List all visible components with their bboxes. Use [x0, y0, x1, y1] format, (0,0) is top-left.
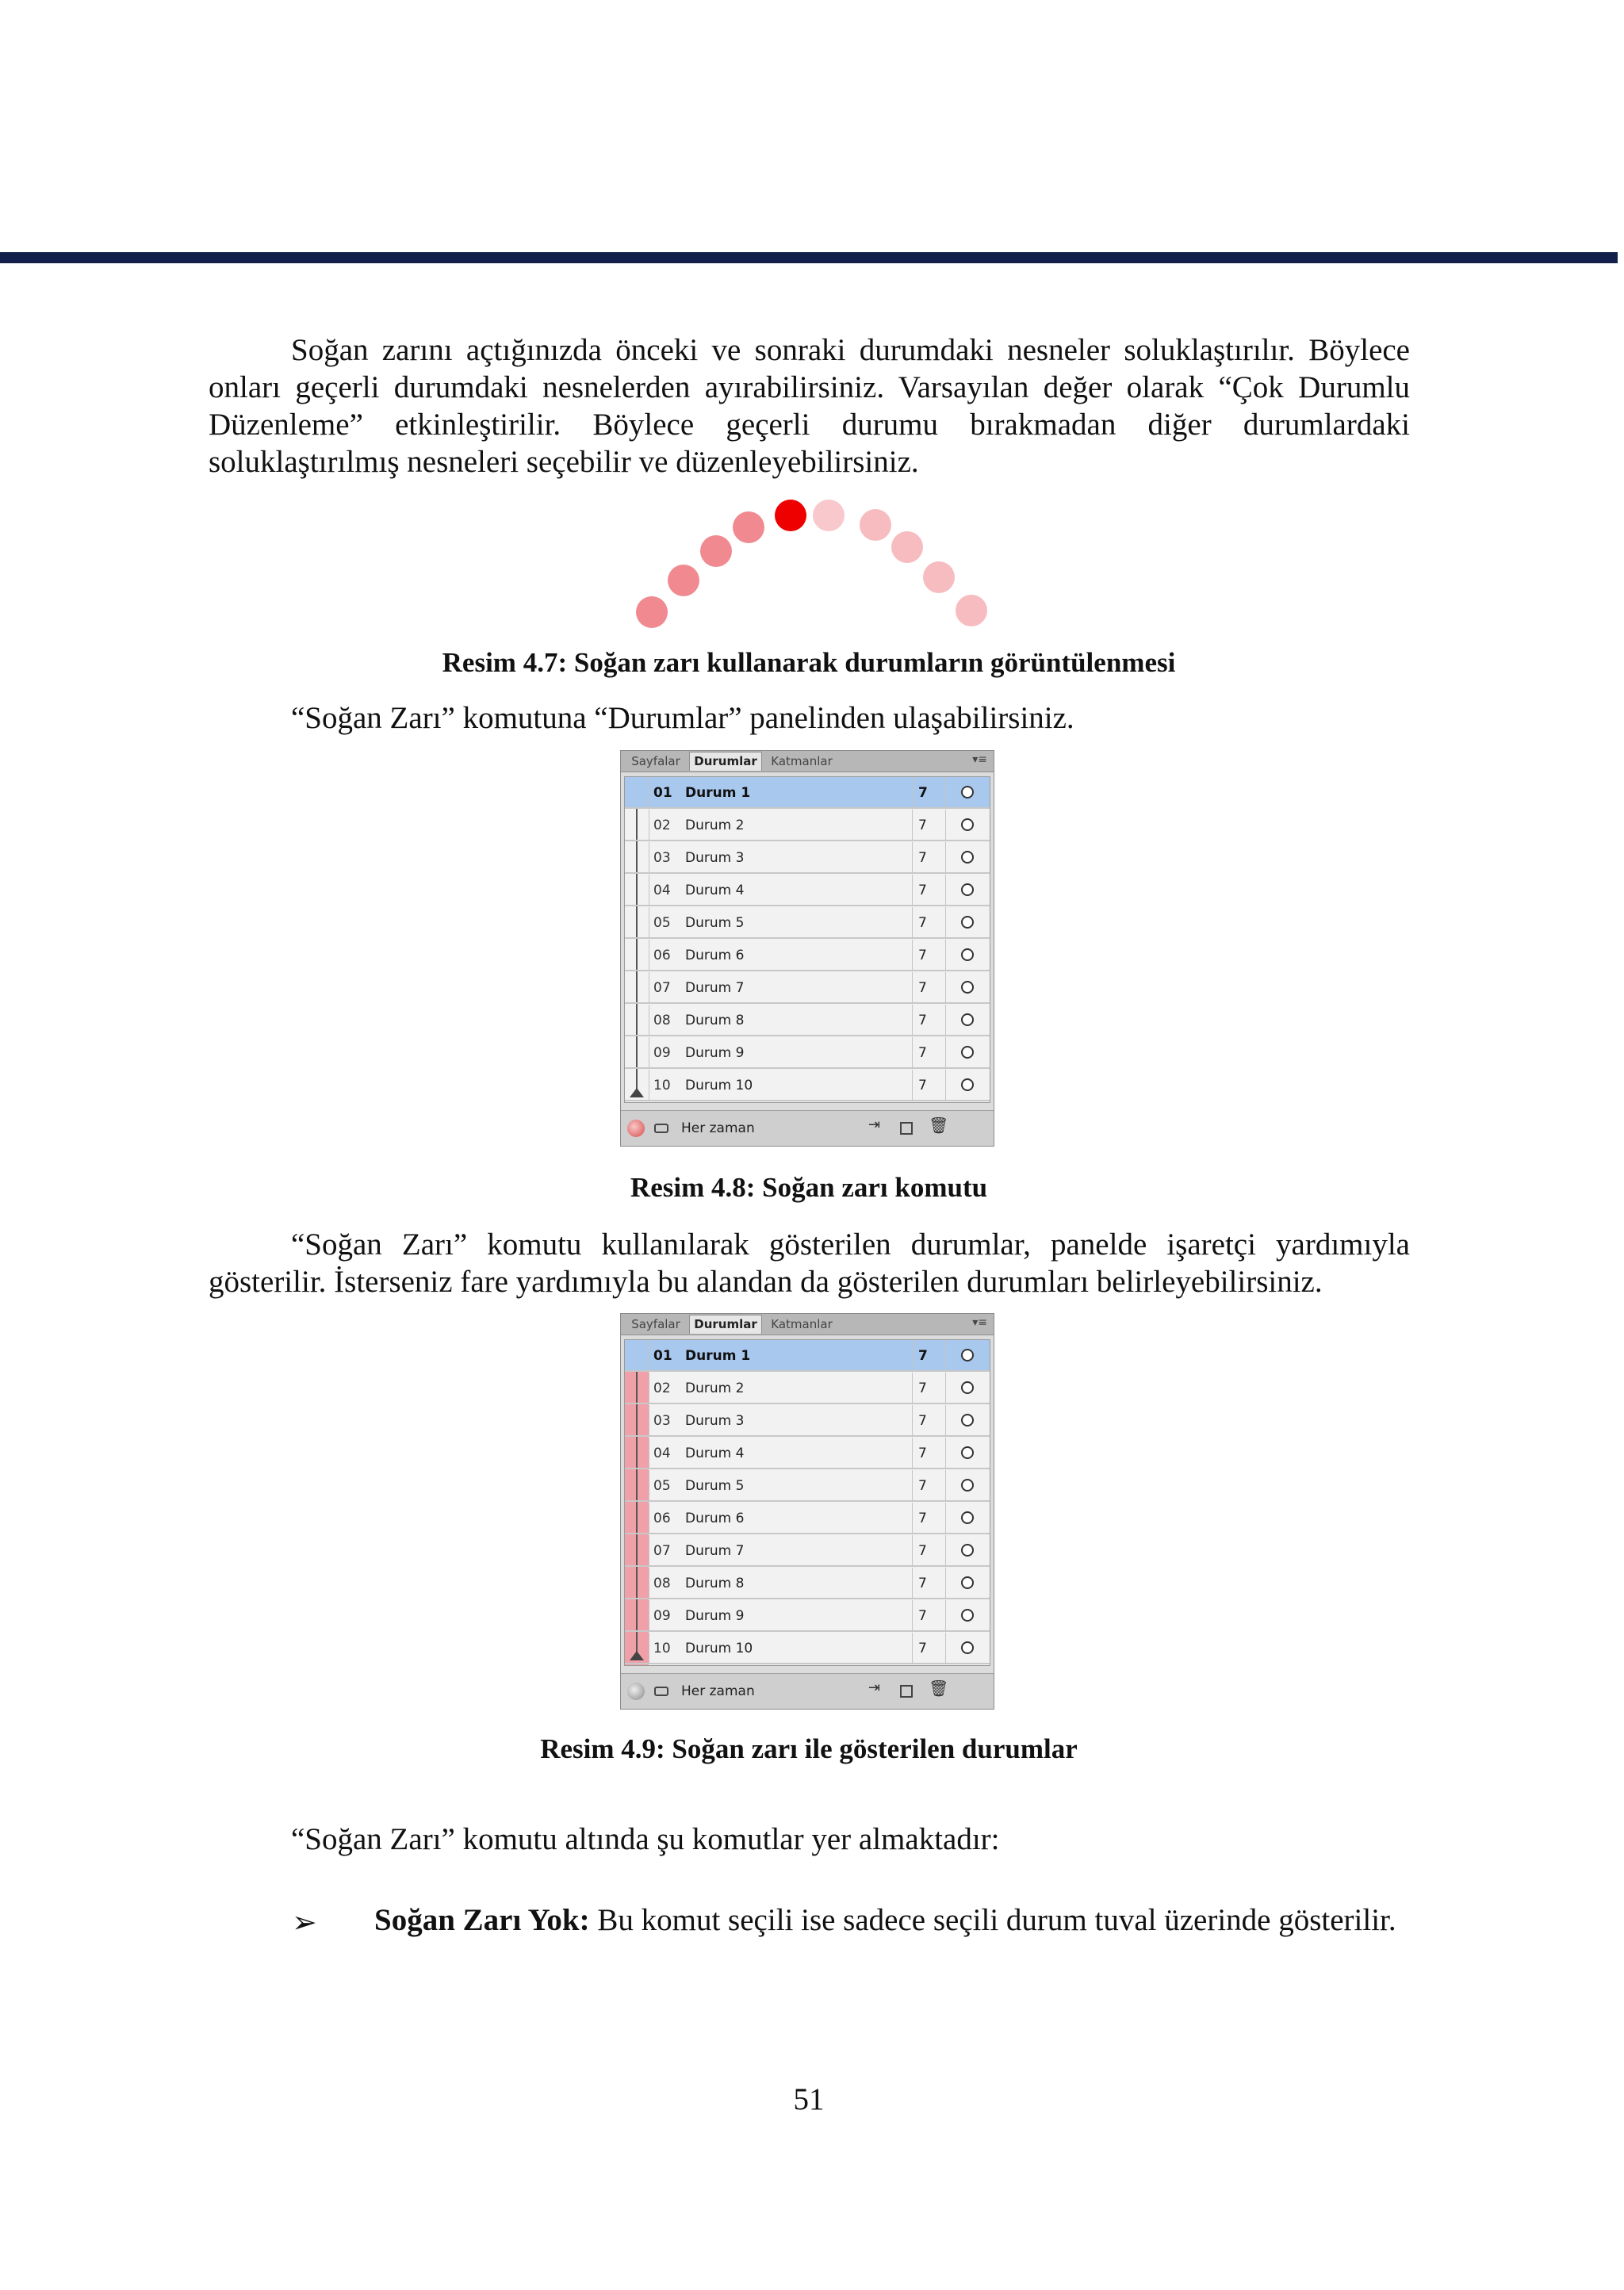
state-duration: 7	[918, 1641, 927, 1656]
paragraph-4: “Soğan Zarı” komutu altında şu komutlar yer almaktadır:	[291, 1822, 1000, 1856]
state-name: Durum 7	[685, 1543, 745, 1559]
state-name: Durum 5	[685, 915, 745, 931]
state-number: 06	[653, 948, 671, 963]
state-row[interactable]	[625, 1037, 990, 1069]
loop-setting-label[interactable]: Her zaman	[681, 1120, 755, 1136]
tab-katmanlar[interactable]: Katmanlar	[771, 754, 833, 768]
paragraph-2: “Soğan Zarı” komutuna “Durumlar” panelinden ulaşabilirsiniz.	[291, 701, 1074, 735]
state-row[interactable]	[625, 810, 990, 841]
state-row[interactable]	[625, 1373, 990, 1404]
state-row[interactable]	[625, 1503, 990, 1534]
state-duration: 7	[918, 1413, 927, 1429]
state-number: 01	[653, 1348, 672, 1364]
state-duration: 7	[918, 883, 927, 898]
state-number: 10	[653, 1078, 671, 1093]
state-name: Durum 8	[685, 1013, 745, 1028]
state-name: Durum 5	[685, 1478, 745, 1494]
state-duration: 7	[918, 1078, 927, 1093]
state-name: Durum 9	[685, 1045, 745, 1061]
state-duration: 7	[918, 1478, 927, 1494]
duplicate-state-icon[interactable]	[900, 1122, 913, 1135]
caption-fig-4-9: Resim 4.9: Soğan zarı ile gösterilen durumlar	[540, 1733, 1078, 1764]
states-panel-2	[620, 1313, 994, 1710]
state-row[interactable]	[625, 1405, 990, 1437]
loop-icon[interactable]	[654, 1687, 668, 1696]
state-row[interactable]	[625, 940, 990, 971]
state-name: Durum 9	[685, 1608, 745, 1624]
state-name: Durum 1	[685, 785, 751, 801]
state-row[interactable]	[625, 972, 990, 1004]
paragraph-1: Soğan zarını açtığınızda önceki ve sonraki durumdaki nesneler soluklaştırılır. Böylece onları geçerli durumdaki nesnelerden ayırabilirsiniz. Varsayılan değer olarak “Çok Durumlu Düzenleme” etkinleştirilir. Böylece geçerli durumu bırakmadan diğer durumlardaki soluklaştırılmış nesneleri seçebilir ve düzenleyebilirsiniz.	[209, 333, 1410, 479]
states-panel-1	[620, 750, 994, 1147]
state-target-circle-icon[interactable]	[961, 1479, 974, 1492]
loop-setting-label[interactable]: Her zaman	[681, 1683, 755, 1699]
state-duration: 7	[918, 1381, 927, 1396]
onion-dot	[860, 509, 891, 541]
state-row[interactable]	[625, 1340, 990, 1372]
states-list	[624, 1339, 990, 1666]
onion-skin-button-icon[interactable]	[627, 1683, 645, 1700]
state-duration: 7	[918, 818, 927, 833]
state-duration: 7	[918, 1348, 928, 1364]
state-number: 01	[653, 785, 672, 801]
header-rule	[0, 252, 1618, 263]
state-number: 04	[653, 1446, 671, 1461]
state-number: 08	[653, 1013, 671, 1028]
state-name: Durum 6	[685, 948, 745, 963]
state-row[interactable]	[625, 777, 990, 809]
panel-menu-icon[interactable]: ▾≡	[972, 1316, 987, 1329]
panel-tabs	[621, 1314, 994, 1335]
state-target-circle-icon[interactable]	[961, 1349, 974, 1361]
tab-sayfalar[interactable]: Sayfalar	[631, 1317, 680, 1331]
state-target-circle-icon[interactable]	[961, 1446, 974, 1459]
state-number: 09	[653, 1608, 671, 1624]
panel-tabs	[621, 751, 994, 772]
state-name: Durum 10	[685, 1078, 753, 1093]
bullet-item	[374, 1901, 1410, 1939]
state-row[interactable]	[625, 1070, 990, 1101]
tab-durumlar[interactable]: Durumlar	[689, 1315, 762, 1334]
state-name: Durum 4	[685, 1446, 745, 1461]
state-duration: 7	[918, 1013, 927, 1028]
new-state-icon[interactable]: ⇥	[868, 1116, 881, 1133]
loop-icon[interactable]	[654, 1124, 668, 1133]
onion-dot	[891, 531, 923, 563]
state-row[interactable]	[625, 875, 990, 906]
state-target-circle-icon[interactable]	[961, 981, 974, 994]
bullet-arrow-icon: ➢	[292, 1906, 317, 1940]
page-number: 51	[793, 2082, 825, 2116]
state-name: Durum 2	[685, 818, 745, 833]
caption-fig-4-7: Resim 4.7: Soğan zarı kullanarak durumların görüntülenmesi	[442, 647, 1176, 678]
state-duration: 7	[918, 1576, 927, 1591]
state-row[interactable]	[625, 1438, 990, 1469]
state-number: 10	[653, 1641, 671, 1656]
state-name: Durum 10	[685, 1641, 753, 1656]
state-duration: 7	[918, 1608, 927, 1624]
onion-dot	[636, 596, 668, 628]
state-target-circle-icon[interactable]	[961, 1381, 974, 1394]
onion-skin-button-icon[interactable]	[627, 1120, 645, 1137]
state-target-circle-icon[interactable]	[961, 1576, 974, 1589]
state-target-circle-icon[interactable]	[961, 851, 974, 864]
tab-durumlar[interactable]: Durumlar	[689, 752, 762, 771]
state-target-circle-icon[interactable]	[961, 1414, 974, 1426]
tab-sayfalar[interactable]: Sayfalar	[631, 754, 680, 768]
state-name: Durum 1	[685, 1348, 751, 1364]
state-target-circle-icon[interactable]	[961, 818, 974, 831]
state-row[interactable]	[625, 1633, 990, 1664]
onion-dot	[700, 535, 732, 567]
state-duration: 7	[918, 1446, 927, 1461]
state-target-circle-icon[interactable]	[961, 883, 974, 896]
new-state-icon[interactable]: ⇥	[868, 1679, 881, 1696]
state-target-circle-icon[interactable]	[961, 1078, 974, 1091]
state-row[interactable]	[625, 907, 990, 939]
state-duration: 7	[918, 980, 927, 996]
panel-footer	[621, 1673, 994, 1709]
states-list	[624, 776, 990, 1103]
state-duration: 7	[918, 948, 927, 963]
state-number: 09	[653, 1045, 671, 1061]
state-duration: 7	[918, 915, 927, 931]
state-duration: 7	[918, 850, 927, 866]
state-row[interactable]	[625, 1535, 990, 1567]
state-target-circle-icon[interactable]	[961, 1641, 974, 1654]
state-name: Durum 7	[685, 980, 745, 996]
state-duration: 7	[918, 1511, 927, 1526]
tab-katmanlar[interactable]: Katmanlar	[771, 1317, 833, 1331]
paragraph-3: “Soğan Zarı” komutu kullanılarak gösterilen durumlar, panelde işaretçi yardımıyla gösterilir. İsterseniz fare yardımıyla bu alandan da gösterilen durumları belirleyebilirsiniz.	[209, 1227, 1410, 1299]
state-target-circle-icon[interactable]	[961, 786, 974, 798]
onion-dot	[733, 511, 764, 543]
state-row[interactable]	[625, 1005, 990, 1036]
state-number: 06	[653, 1511, 671, 1526]
onion-dot	[813, 500, 845, 531]
state-row[interactable]	[625, 1470, 990, 1502]
bullet-body: Bu komut seçili ise sadece seçili durum tuval üzerinde gösterilir.	[589, 1903, 1396, 1937]
state-name: Durum 8	[685, 1576, 745, 1591]
panel-footer	[621, 1110, 994, 1146]
delete-state-icon[interactable]: 🗑	[929, 1116, 949, 1135]
state-target-circle-icon[interactable]	[961, 1609, 974, 1622]
state-name: Durum 6	[685, 1511, 745, 1526]
state-duration: 7	[918, 785, 928, 801]
panel-menu-icon[interactable]: ▾≡	[972, 753, 987, 766]
state-number: 07	[653, 1543, 671, 1559]
onion-skin-illustration	[619, 492, 999, 634]
state-number: 08	[653, 1576, 671, 1591]
state-target-circle-icon[interactable]	[961, 948, 974, 961]
state-number: 03	[653, 850, 671, 866]
state-target-circle-icon[interactable]	[961, 1544, 974, 1557]
state-number: 04	[653, 883, 671, 898]
onion-dot	[775, 500, 806, 531]
onion-dot	[668, 565, 699, 596]
state-row[interactable]	[625, 842, 990, 874]
state-duration: 7	[918, 1543, 927, 1559]
onion-dot	[956, 595, 987, 626]
duplicate-state-icon[interactable]	[900, 1685, 913, 1698]
state-target-circle-icon[interactable]	[961, 1046, 974, 1059]
state-duration: 7	[918, 1045, 927, 1061]
state-target-circle-icon[interactable]	[961, 1511, 974, 1524]
state-name: Durum 3	[685, 850, 745, 866]
state-target-circle-icon[interactable]	[961, 916, 974, 929]
state-row[interactable]	[625, 1600, 990, 1632]
state-row[interactable]	[625, 1568, 990, 1599]
state-number: 02	[653, 1381, 671, 1396]
state-number: 05	[653, 915, 671, 931]
state-name: Durum 3	[685, 1413, 745, 1429]
state-number: 07	[653, 980, 671, 996]
bullet-term: Soğan Zarı Yok:	[374, 1903, 590, 1937]
onion-dot	[923, 561, 955, 593]
state-number: 03	[653, 1413, 671, 1429]
caption-fig-4-8: Resim 4.8: Soğan zarı komutu	[630, 1172, 988, 1203]
delete-state-icon[interactable]: 🗑	[929, 1679, 949, 1698]
state-number: 02	[653, 818, 671, 833]
state-name: Durum 2	[685, 1381, 745, 1396]
state-number: 05	[653, 1478, 671, 1494]
state-name: Durum 4	[685, 883, 745, 898]
state-target-circle-icon[interactable]	[961, 1013, 974, 1026]
